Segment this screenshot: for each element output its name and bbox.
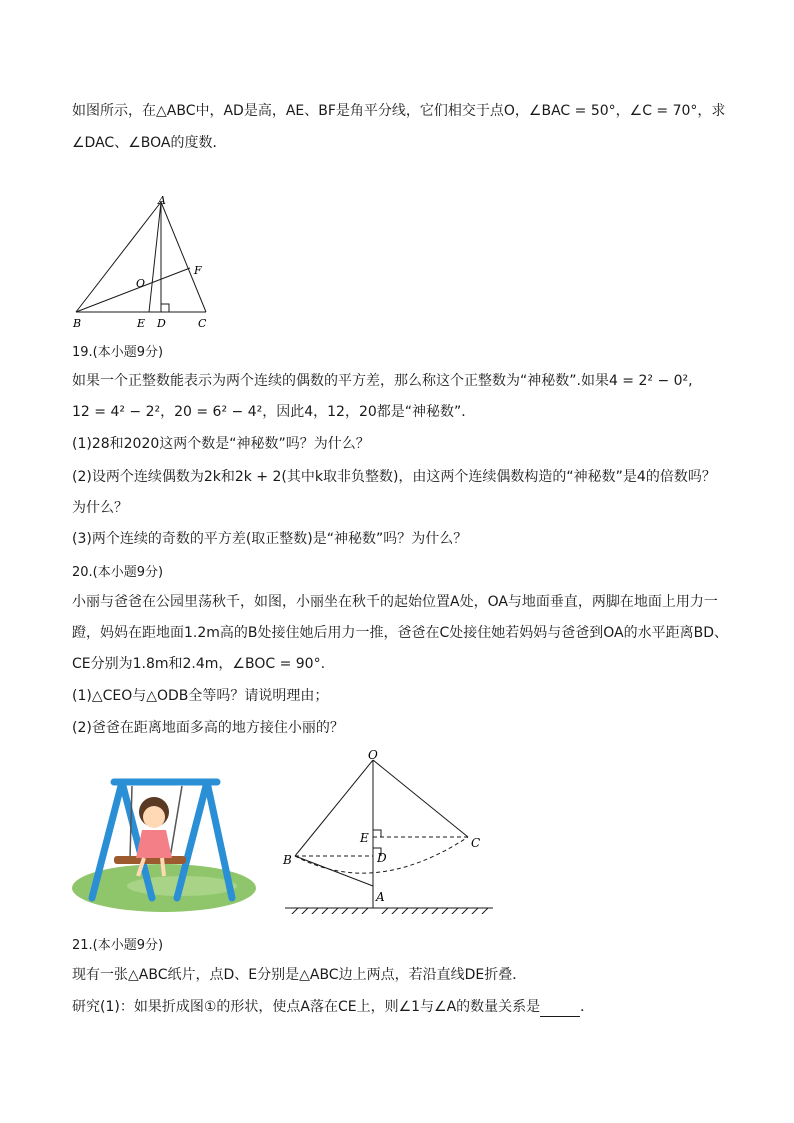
q18-text-line-2: ∠DAC、∠BOA的度数．	[72, 135, 227, 151]
q18-triangle-figure	[66, 190, 226, 335]
label-O: O	[136, 277, 146, 290]
label-F: F	[194, 264, 202, 277]
label-E: E	[360, 831, 369, 845]
q21-text-line-1: 现有一张△ABC纸片，点D、E分别是△ABC边上两点，若沿直线DE折叠．	[72, 967, 527, 983]
q19-part-2a: (2)设两个连续偶数为2k和2k + 2(其中k取非负整数)，由这两个连续偶数构造的“神秘数”是4的倍数吗？	[72, 469, 716, 485]
label-E: E	[137, 317, 146, 330]
label-D: D	[157, 317, 166, 330]
q19-part-2b: 为什么？	[72, 500, 128, 516]
q20-text-line-1: 小丽与爸爸在公园里荡秋千，如图，小丽坐在秋千的起始位置A处，OA与地面垂直，两脚在地面上用力一	[72, 594, 718, 610]
label-D: D	[377, 851, 387, 865]
q19-text-line-1: 如果一个正整数能表示为两个连续的偶数的平方差，那么称这个正整数为“神秘数”.如果4 = 2² − 0²,	[72, 373, 693, 389]
q20-swing-geometry-figure	[280, 748, 500, 914]
q20-part-2: (2)爸爸在距离地面多高的地方接住小丽的？	[72, 720, 344, 736]
label-A: A	[158, 194, 166, 207]
q21-heading: 21.(本小题9分)	[72, 938, 164, 953]
label-C: C	[198, 317, 207, 330]
label-B: B	[73, 317, 82, 330]
q20-text-line-2: 蹬，妈妈在距地面1.2m高的B处接住她后用力一推，爸爸在C处接住她若妈妈与爸爸到OA的水平距离BD、	[72, 625, 729, 641]
q19-heading: 19.(本小题9分)	[72, 345, 164, 360]
label-A: A	[376, 890, 385, 904]
answer-blank[interactable]	[540, 1002, 580, 1017]
q21-line-end: ．	[580, 999, 595, 1015]
q21-research-1-text: 研究(1)：如果折成图①的形状，使点A落在CE上，则∠1与∠A的数量关系是	[72, 999, 541, 1015]
swing-illustration	[72, 770, 257, 915]
q19-part-1: (1)28和2020这两个数是“神秘数”吗？为什么？	[72, 436, 370, 452]
label-O: O	[368, 748, 378, 762]
q19-text-line-2: 12 = 4² − 2²，20 = 6² − 4²，因此4，12，20都是“神秘数”．	[72, 404, 476, 420]
q20-heading: 20.(本小题9分)	[72, 565, 164, 580]
q21-text-line-2	[72, 997, 594, 1017]
q20-text-line-3: CE分别为1.8m和2.4m，∠BOC = 90°.	[72, 656, 326, 672]
q19-part-3: (3)两个连续的奇数的平方差(取正整数)是“神秘数”吗？为什么？	[72, 531, 468, 547]
label-B: B	[283, 853, 292, 867]
q20-part-1: (1)△CEO与△ODB全等吗？请说明理由；	[72, 688, 329, 704]
label-C: C	[471, 836, 481, 850]
q18-text-line-1: 如图所示，在△ABC中，AD是高，AE、BF是角平分线，它们相交于点O，∠BAC = 50°，∠C = 70°，求	[72, 103, 726, 119]
